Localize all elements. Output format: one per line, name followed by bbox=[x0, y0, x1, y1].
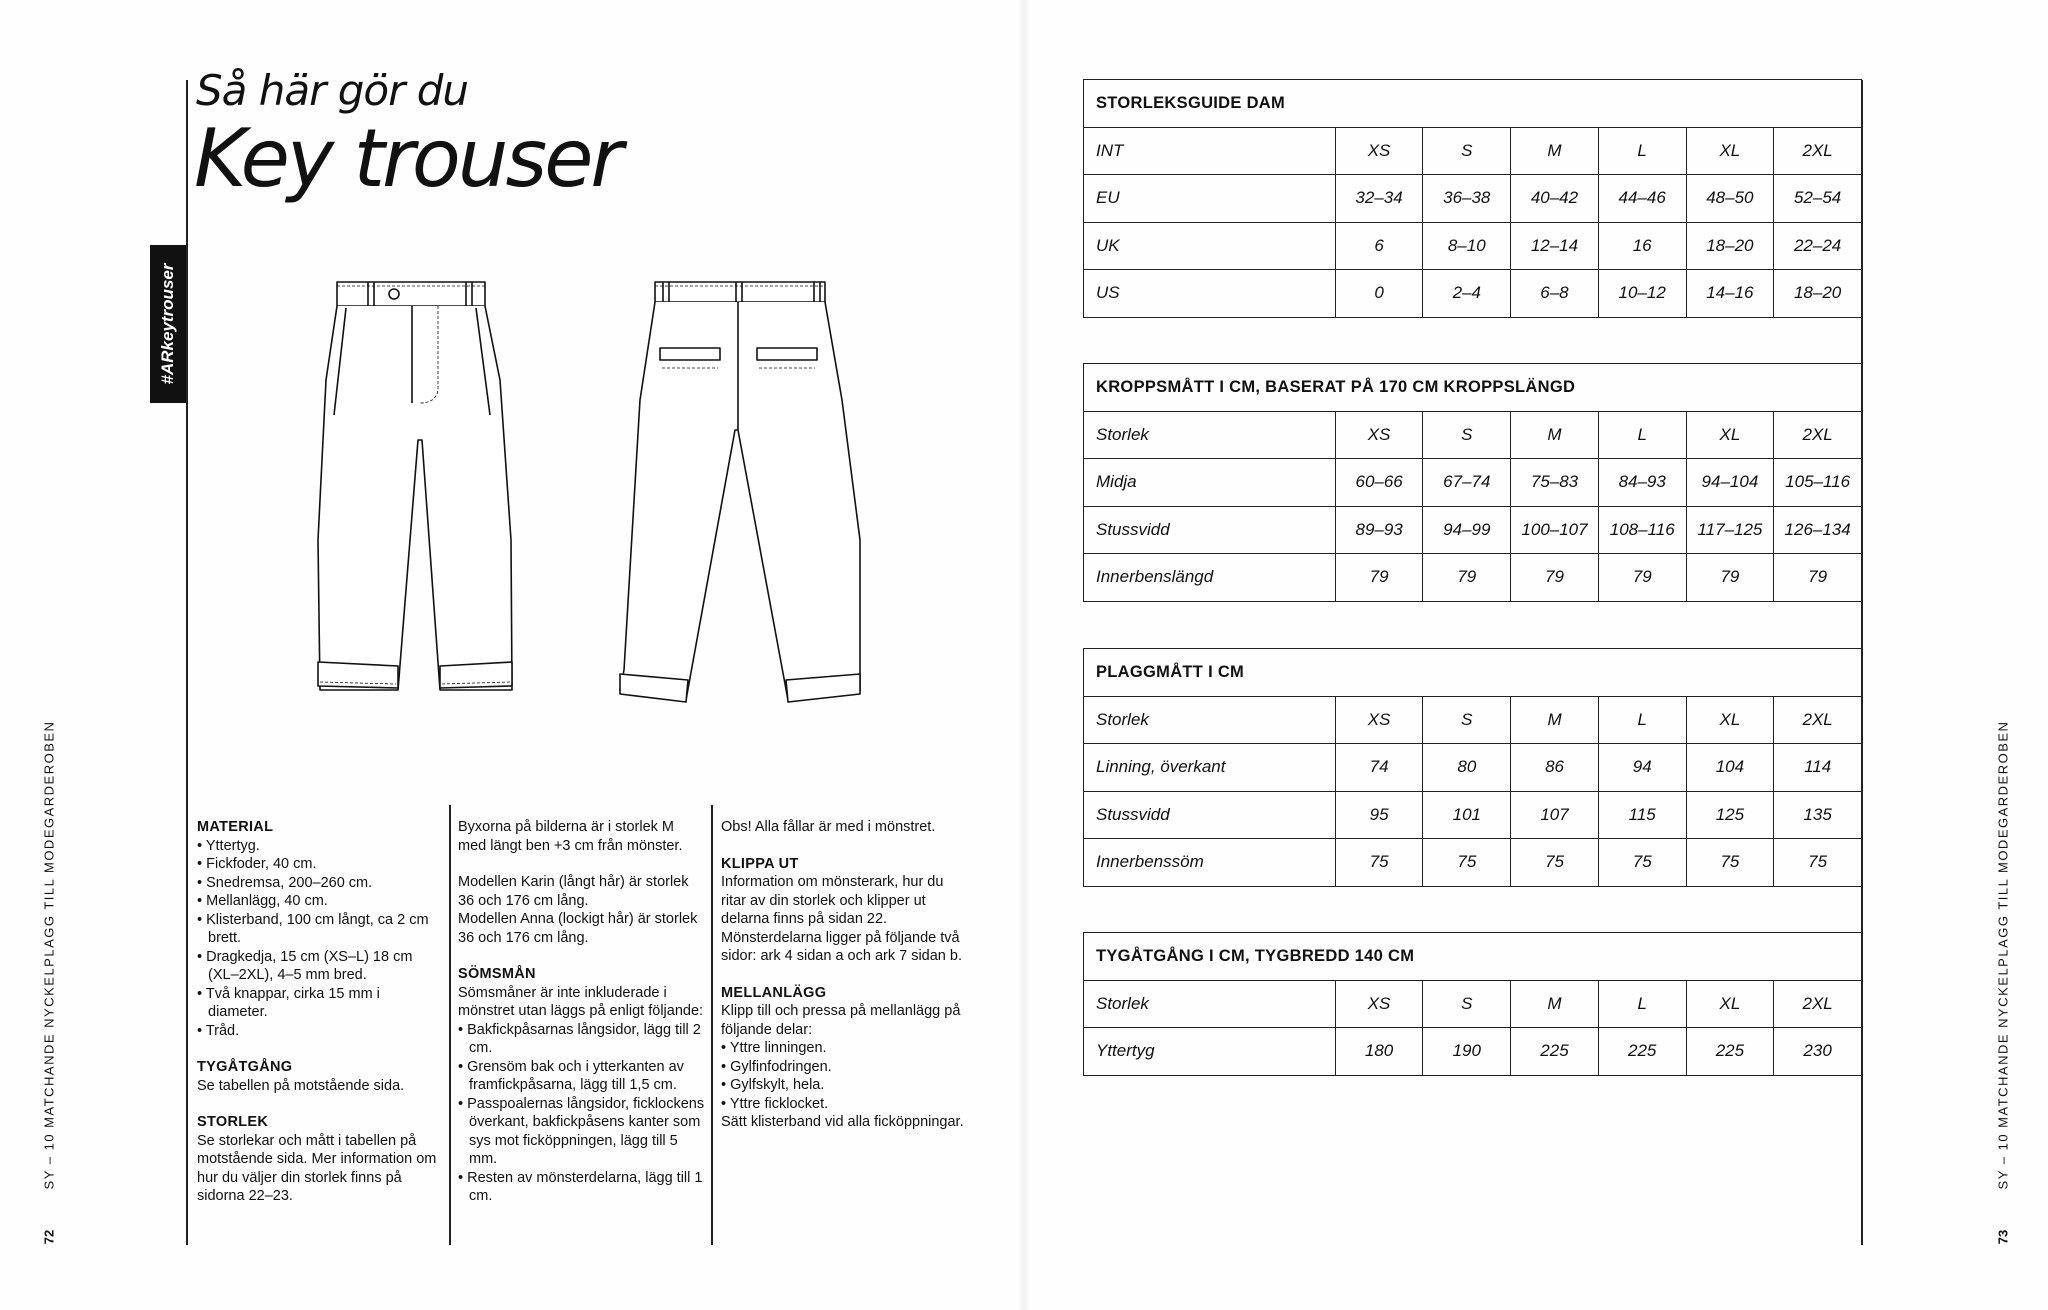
cell: 86 bbox=[1511, 744, 1599, 792]
cell: 89–93 bbox=[1335, 506, 1423, 554]
row-label: Storlek bbox=[1084, 980, 1336, 1028]
cell: 180 bbox=[1335, 1028, 1423, 1076]
cell: 6–8 bbox=[1511, 270, 1599, 318]
list-item: • Fickfoder, 40 cm. bbox=[197, 855, 442, 874]
cell: 32–34 bbox=[1335, 175, 1423, 223]
somsman-text: Sömsmåner är inte inkluderade i mönstret utan läggs på enligt följande: bbox=[458, 984, 704, 1019]
list-item: • Dragkedja, 15 cm (XS–L) 18 cm (XL–2XL), 4–5 mm bred. bbox=[197, 948, 442, 985]
cell: 95 bbox=[1335, 791, 1423, 839]
cell: 2XL bbox=[1774, 696, 1862, 744]
cell: M bbox=[1511, 696, 1599, 744]
cell: XS bbox=[1335, 127, 1423, 175]
table-row bbox=[1084, 175, 1862, 223]
row-label: US bbox=[1084, 270, 1336, 318]
cell: 22–24 bbox=[1774, 222, 1862, 270]
material-list bbox=[197, 837, 442, 1041]
cell: 8–10 bbox=[1423, 222, 1511, 270]
row-label: Stussvidd bbox=[1084, 506, 1336, 554]
mellanlagg-list bbox=[721, 1039, 971, 1113]
heading-mellanlagg: MELLANLÄGG bbox=[721, 984, 827, 1001]
table-row bbox=[1084, 744, 1862, 792]
trouser-technical-drawing bbox=[290, 270, 880, 735]
cell: 117–125 bbox=[1686, 506, 1774, 554]
list-item: • Tråd. bbox=[197, 1022, 442, 1041]
size-guide-table bbox=[1083, 79, 1862, 318]
cell: 115 bbox=[1598, 791, 1686, 839]
list-item: • Mellanlägg, 40 cm. bbox=[197, 892, 442, 911]
cell: XL bbox=[1686, 696, 1774, 744]
row-label: Linning, överkant bbox=[1084, 744, 1336, 792]
cell: 79 bbox=[1686, 554, 1774, 602]
column-rule-main bbox=[186, 80, 188, 1245]
fabric-requirement-table bbox=[1083, 932, 1862, 1076]
tygatgang-text: Se tabellen på motstående sida. bbox=[197, 1077, 405, 1094]
cell: XS bbox=[1335, 411, 1423, 459]
cell: 84–93 bbox=[1598, 459, 1686, 507]
row-label: EU bbox=[1084, 175, 1336, 223]
cell: 190 bbox=[1423, 1028, 1511, 1076]
cell: 60–66 bbox=[1335, 459, 1423, 507]
cell: 135 bbox=[1774, 791, 1862, 839]
cell: 79 bbox=[1598, 554, 1686, 602]
text-column-materials bbox=[197, 818, 442, 1206]
table-row bbox=[1084, 459, 1862, 507]
table-title: STORLEKSGUIDE DAM bbox=[1084, 80, 1862, 128]
running-side-title-left: SY – 10 MATCHANDE NYCKELPLAGG TILL MODEGARDEROBEN bbox=[41, 720, 57, 1190]
column-rule-3 bbox=[711, 805, 713, 1245]
row-label: Innerbenslängd bbox=[1084, 554, 1336, 602]
table-row bbox=[1084, 270, 1862, 318]
cell: 101 bbox=[1423, 791, 1511, 839]
body-measurements-table bbox=[1083, 363, 1862, 602]
row-label: INT bbox=[1084, 127, 1336, 175]
cell: 44–46 bbox=[1598, 175, 1686, 223]
heading-klippa-ut: KLIPPA UT bbox=[721, 855, 799, 872]
table-row bbox=[1084, 839, 1862, 887]
book-gutter bbox=[1018, 0, 1030, 1310]
row-label: Yttertyg bbox=[1084, 1028, 1336, 1076]
hashtag-tab bbox=[150, 245, 186, 403]
table-row bbox=[1084, 222, 1862, 270]
cell: 225 bbox=[1686, 1028, 1774, 1076]
text-column-models bbox=[458, 818, 706, 1206]
list-item: • Grensöm bak och i ytterkanten av framfickpåsarna, lägg till 1,5 cm. bbox=[458, 1058, 706, 1095]
list-item: • Yttre ficklocket. bbox=[721, 1095, 971, 1114]
cell: L bbox=[1598, 127, 1686, 175]
cell: 225 bbox=[1511, 1028, 1599, 1076]
row-label: Stussvidd bbox=[1084, 791, 1336, 839]
cell: M bbox=[1511, 127, 1599, 175]
table-row bbox=[1084, 411, 1862, 459]
heading-storlek: STORLEK bbox=[197, 1114, 269, 1130]
heading-material: MATERIAL bbox=[197, 819, 274, 835]
cell: 79 bbox=[1774, 554, 1862, 602]
cell: 104 bbox=[1686, 744, 1774, 792]
cell: XL bbox=[1686, 980, 1774, 1028]
cell: 105–116 bbox=[1774, 459, 1862, 507]
cell: 2XL bbox=[1774, 127, 1862, 175]
cell: 18–20 bbox=[1774, 270, 1862, 318]
table-row bbox=[1084, 554, 1862, 602]
list-item: • Gylfskylt, hela. bbox=[721, 1076, 971, 1095]
table-row bbox=[1084, 1028, 1862, 1076]
title-subheading: Så här gör du bbox=[196, 66, 468, 115]
cell: 36–38 bbox=[1423, 175, 1511, 223]
garment-measurements-table bbox=[1083, 648, 1862, 887]
cell: 40–42 bbox=[1511, 175, 1599, 223]
cell: M bbox=[1511, 411, 1599, 459]
cell: 16 bbox=[1598, 222, 1686, 270]
model-anna-note: Modellen Anna (lockigt hår) är storlek 36 och 176 cm lång. bbox=[458, 911, 698, 946]
cell: 0 bbox=[1335, 270, 1423, 318]
cell: 12–14 bbox=[1511, 222, 1599, 270]
page-number-right: 73 bbox=[1995, 1229, 2011, 1245]
running-side-title-right: SY – 10 MATCHANDE NYCKELPLAGG TILL MODEGARDEROBEN bbox=[1995, 720, 2011, 1190]
cell: L bbox=[1598, 411, 1686, 459]
cell: S bbox=[1423, 127, 1511, 175]
page-number-left: 72 bbox=[41, 1229, 57, 1245]
mellanlagg-end-text: Sätt klisterband vid alla ficköppningar. bbox=[721, 1114, 964, 1130]
front-trouser-illustration bbox=[318, 282, 512, 690]
list-item: • Yttre linningen. bbox=[721, 1039, 971, 1058]
cell: 2–4 bbox=[1423, 270, 1511, 318]
table-title: TYGÅTGÅNG I CM, TYGBREDD 140 CM bbox=[1084, 933, 1862, 981]
heading-tygatgang: TYGÅTGÅNG bbox=[197, 1059, 293, 1075]
cell: 2XL bbox=[1774, 980, 1862, 1028]
list-item: • Resten av mönsterdelarna, lägg till 1 cm. bbox=[458, 1169, 706, 1206]
list-item: • Passpoalernas långsidor, ficklockens överkant, bakfickpåsens kanter som sys mot ficköppningen, lägg till 5 mm. bbox=[458, 1095, 706, 1169]
klippa-ut-text: Information om mönsterark, hur du ritar av din storlek och klipper ut delarna finns på sidan 22. Mönsterdelarna ligger på följande två sidor: ark 4 sidan a och ark 7 sidan b. bbox=[721, 874, 962, 964]
cell: S bbox=[1423, 980, 1511, 1028]
cell: XS bbox=[1335, 696, 1423, 744]
row-label: UK bbox=[1084, 222, 1336, 270]
cell: XS bbox=[1335, 980, 1423, 1028]
table-row bbox=[1084, 127, 1862, 175]
cell: S bbox=[1423, 696, 1511, 744]
cell: 79 bbox=[1511, 554, 1599, 602]
table-row bbox=[1084, 696, 1862, 744]
cell: 107 bbox=[1511, 791, 1599, 839]
list-item: • Snedremsa, 200–260 cm. bbox=[197, 874, 442, 893]
cell: 67–74 bbox=[1423, 459, 1511, 507]
cell: S bbox=[1423, 411, 1511, 459]
page-title: Key trouser bbox=[194, 112, 621, 205]
somsman-list bbox=[458, 1021, 706, 1206]
cell: L bbox=[1598, 696, 1686, 744]
cell: 125 bbox=[1686, 791, 1774, 839]
row-label: Storlek bbox=[1084, 411, 1336, 459]
cell: 80 bbox=[1423, 744, 1511, 792]
cell: 48–50 bbox=[1686, 175, 1774, 223]
list-item: • Yttertyg. bbox=[197, 837, 442, 856]
cell: XL bbox=[1686, 411, 1774, 459]
cell: 18–20 bbox=[1686, 222, 1774, 270]
storlek-text: Se storlekar och mått i tabellen på motstående sida. Mer information om hur du väljer din storlek finns på sidorna 22–23. bbox=[197, 1132, 437, 1204]
heading-somsman: SÖMSMÅN bbox=[458, 966, 536, 982]
cell: XL bbox=[1686, 127, 1774, 175]
model-karin-note: Modellen Karin (långt hår) är storlek 36 och 176 cm lång. bbox=[458, 874, 689, 909]
cell: 75 bbox=[1423, 839, 1511, 887]
list-item: • Gylfinfodringen. bbox=[721, 1058, 971, 1077]
cell: 75 bbox=[1686, 839, 1774, 887]
row-label: Innerbenssöm bbox=[1084, 839, 1336, 887]
row-label: Storlek bbox=[1084, 696, 1336, 744]
text-column-cutting bbox=[721, 818, 971, 1132]
mellanlagg-text: Klipp till och pressa på mellanlägg på följande delar: bbox=[721, 1003, 961, 1038]
cell: 75 bbox=[1335, 839, 1423, 887]
cell: 230 bbox=[1774, 1028, 1862, 1076]
table-title: PLAGGMÅTT I CM bbox=[1084, 649, 1862, 697]
cell: 126–134 bbox=[1774, 506, 1862, 554]
cell: 94–104 bbox=[1686, 459, 1774, 507]
cell: 225 bbox=[1598, 1028, 1686, 1076]
cell: 74 bbox=[1335, 744, 1423, 792]
cell: 79 bbox=[1423, 554, 1511, 602]
hashtag-label: #ARkeytrouser bbox=[158, 263, 177, 385]
cell: 108–116 bbox=[1598, 506, 1686, 554]
table-row bbox=[1084, 980, 1862, 1028]
back-trouser-illustration bbox=[620, 282, 860, 702]
cell: 2XL bbox=[1774, 411, 1862, 459]
cell: 75 bbox=[1511, 839, 1599, 887]
cell: 75 bbox=[1598, 839, 1686, 887]
table-row bbox=[1084, 791, 1862, 839]
cell: 114 bbox=[1774, 744, 1862, 792]
list-item: • Klisterband, 100 cm långt, ca 2 cm brett. bbox=[197, 911, 442, 948]
cell: 79 bbox=[1335, 554, 1423, 602]
list-item: • Bakfickpåsarnas långsidor, lägg till 2 cm. bbox=[458, 1021, 706, 1058]
cell: 52–54 bbox=[1774, 175, 1862, 223]
cell: 75–83 bbox=[1511, 459, 1599, 507]
cell: 94–99 bbox=[1423, 506, 1511, 554]
table-title: KROPPSMÅTT I CM, BASERAT PÅ 170 CM KROPPSLÄNGD bbox=[1084, 364, 1862, 412]
list-item: • Två knappar, cirka 15 mm i diameter. bbox=[197, 985, 442, 1022]
cell: 75 bbox=[1774, 839, 1862, 887]
cell: 100–107 bbox=[1511, 506, 1599, 554]
hem-note: Obs! Alla fållar är med i mönstret. bbox=[721, 819, 936, 835]
table-row bbox=[1084, 506, 1862, 554]
cell: M bbox=[1511, 980, 1599, 1028]
cell: 94 bbox=[1598, 744, 1686, 792]
cell: 10–12 bbox=[1598, 270, 1686, 318]
column-rule-2 bbox=[449, 805, 451, 1245]
model-size-note: Byxorna på bilderna är i storlek M med längt ben +3 cm från mönster. bbox=[458, 819, 683, 854]
cell: 14–16 bbox=[1686, 270, 1774, 318]
row-label: Midja bbox=[1084, 459, 1336, 507]
cell: 6 bbox=[1335, 222, 1423, 270]
cell: L bbox=[1598, 980, 1686, 1028]
